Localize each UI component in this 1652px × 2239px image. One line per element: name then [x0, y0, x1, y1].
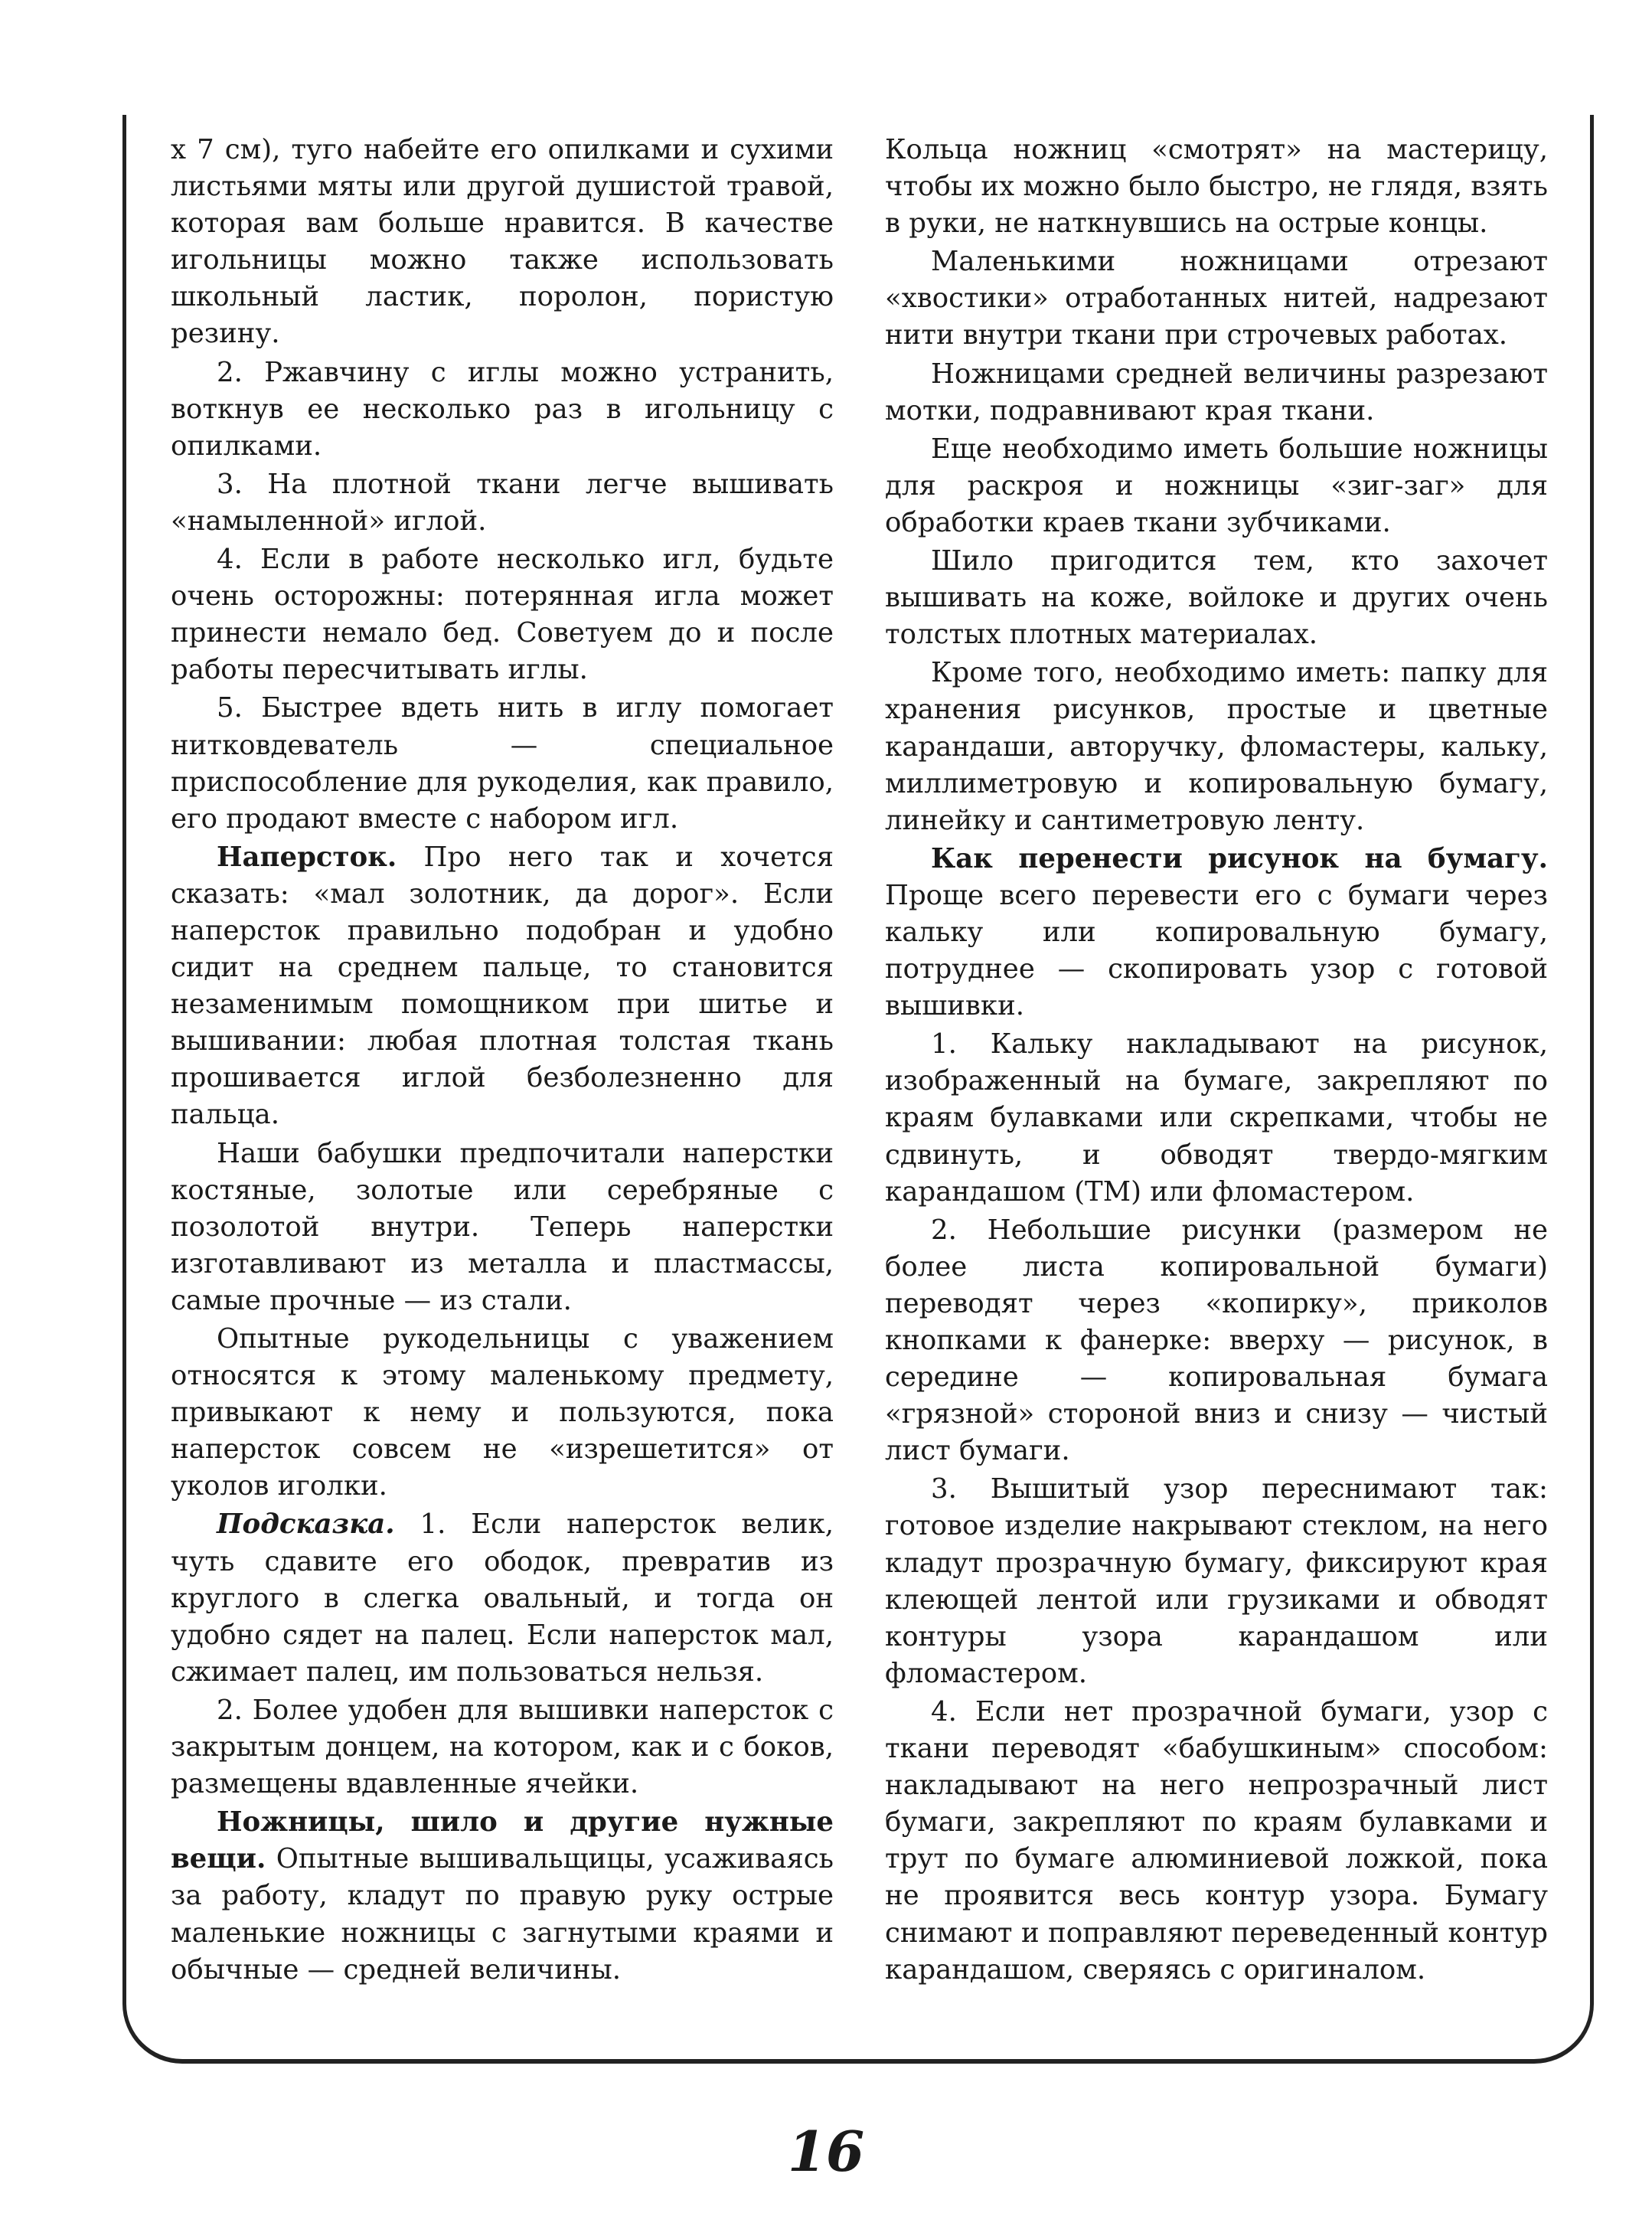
paragraph — [171, 1804, 834, 1988]
paragraph-text: Проще всего перевести его с бумаги через кальку или копировальную бумагу, потруднее — скопировать узор с готовой вышивки. — [885, 879, 1548, 1022]
section-heading-transfer: Как перенести рисунок на бумагу. — [931, 842, 1548, 874]
paragraph: Наши бабушки предпочитали наперстки костяные, золотые или серебряные с позолотой внутри. Теперь наперстки изготавливают из металла и пластмассы, самые прочные — из стали. — [171, 1137, 834, 1316]
page-number: 16 — [787, 2119, 865, 2184]
paragraph: Кроме того, необходимо иметь: папку для хранения рисунков, простые и цветные карандаши, авторучку, фломастеры, кальку, миллиметровую и копировальную бумагу, линейку и сантиметровую ленту. — [885, 657, 1548, 836]
paragraph: 5. Быстрее вдеть нить в иглу помогает нитковдеватель — специальное приспособление для рукоделия, как правило, его продают вместе с набором игл. — [171, 692, 834, 835]
paragraph: Опытные рукодельницы с уважением относятся к этому маленькому предмету, привыкают к нему и пользуются, пока наперсток совсем не «изрешетится» от уколов иголки. — [171, 1323, 834, 1502]
paragraph: 2. Ржавчину с иглы можно устранить, воткнув ее несколько раз в игольницу с опилками. — [171, 356, 834, 462]
right-column — [885, 132, 1548, 1990]
paragraph: 2. Более удобен для вышивки наперсток с закрытым донцем, на котором, как и с боков, размещены вдавленные ячейки. — [171, 1694, 834, 1800]
paragraph: 3. Вышитый узор переснимают так: готовое изделие накрывают стеклом, на него кладут прозрачную бумагу, фиксируют края клеющей лентой или грузиками и обводят контуры узора карандашом или фломастером. — [885, 1473, 1548, 1689]
section-heading-scissors: Ножницы, шило и другие нужные вещи. — [171, 1806, 834, 1875]
paragraph: Маленькими ножницами отрезают «хвостики» отработанных нитей, надрезают нити внутри ткани при строчевых работах. — [885, 246, 1548, 351]
paragraph-text: Про него так и хочется сказать: «мал золотник, да дорог». Если наперсток правильно подобран и удобно сидит на среднем пальце, то становится незаменимым помощником при шитье и вышивании: любая плотная толстая ткань прошивается иглой безболезненно для пальца. — [171, 841, 834, 1131]
paragraph — [171, 839, 834, 1134]
paragraph: 4. Если нет прозрачной бумаги, узор с ткани переводят «бабушкиным» способом: накладывают на него непрозрачный лист бумаги, закрепляют по краям булавками и трут по бумаге алюминиевой ложкой, пока не проявится весь контур узора. Бумагу снимают и поправляют переведенный контур карандашом, сверяясь с оригиналом. — [885, 1695, 1548, 1986]
left-column — [171, 132, 834, 1990]
section-heading-thimble: Наперсток. — [217, 841, 397, 873]
paragraph: 4. Если в работе несколько игл, будьте очень осторожны: потерянная игла может принести немало бед. Советуем до и после работы пересчитывать иглы. — [171, 544, 834, 686]
paragraph: Шило пригодится тем, кто захочет вышивать на коже, войлоке и других очень толстых плотных материалах. — [885, 545, 1548, 651]
paragraph-text: Опытные вышивальщицы, усаживаясь за работу, кладут по правую руку острые маленькие ножницы с загнутыми краями и обычные — средней величины. — [171, 1843, 834, 1986]
paragraph: Кольца ножниц «смотрят» на мастерицу, чтобы их можно было быстро, не глядя, взять в руки, не наткнувшись на острые концы. — [885, 134, 1549, 240]
paragraph: х 7 см), туго набейте его опилками и сухими листьями мяты или другой душистой травой, которая вам больше нравится. В качестве игольницы можно также использовать школьный ластик, поролон, пористую резину. — [171, 134, 834, 350]
hint-heading: Подсказка. — [217, 1508, 395, 1541]
paragraph — [885, 841, 1548, 1025]
paragraph: 1. Кальку накладывают на рисунок, изображенный на бумаге, закрепляют по краям булавками или скрепками, чтобы не сдвинуть, и обводят твердо-мягким карандашом (ТМ) или фломастером. — [885, 1028, 1548, 1208]
paragraph: Ножницами средней величины разрезают мотки, подравнивают края ткани. — [885, 358, 1548, 427]
paragraph: 2. Небольшие рисунки (размером не более листа копировальной бумаги) переводят через «копирку», приколов кнопками к фанерке: вверху — рисунок, в середине — копировальная бумага «грязной» стороной вниз и снизу — чистый лист бумаги. — [885, 1214, 1548, 1467]
paragraph — [171, 1506, 834, 1690]
paragraph: Еще необходимо иметь большие ножницы для раскроя и ножницы «зиг-заг» для обработки краев ткани зубчиками. — [885, 433, 1548, 538]
paragraph-text: 1. Если наперсток велик, чуть сдавите его ободок, превратив из круглого в слегка овальный, и тогда он удобно сядет на палец. Если наперсток мал, сжимает палец, им пользоваться нельзя. — [171, 1508, 834, 1688]
paragraph: 3. На плотной ткани легче вышивать «намыленной» иглой. — [171, 468, 834, 537]
